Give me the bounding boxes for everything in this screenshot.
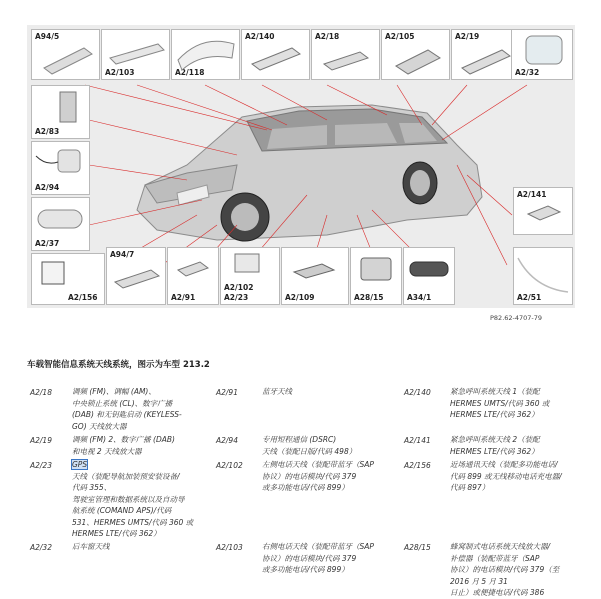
gps-highlight: GPS: [72, 460, 88, 469]
entry-code: A2/23: [30, 461, 52, 470]
part-a2-109: A2/109: [281, 247, 349, 305]
part-a2-105: A2/105: [381, 29, 450, 80]
part-a2-118: A2/118: [171, 29, 240, 80]
part-a2-51: A2/51: [513, 247, 573, 305]
part-a2-140: A2/140: [241, 29, 310, 80]
entry-code: A2/141: [404, 436, 431, 445]
entry-desc: 右侧电话天线（装配带蓝牙（SAP 协议）的电话模块/代码 379 或多功能电话/代码 899）: [262, 542, 374, 574]
part-a2-37: A2/37: [31, 197, 90, 251]
entry-desc: 后车窗天线: [72, 542, 110, 551]
entry-code: A2/18: [30, 388, 52, 397]
entry-desc: 调频 (FM)、调幅 (AM)、 中央锁止系统 (CL)、数字广播 (DAB) 和无钥匙启动 (KEYLESS- GO) 天线放大器: [72, 387, 182, 431]
entry-desc: 紧急呼叫系统天线 2（装配 HERMES LTE/代码 362）: [450, 435, 540, 456]
part-a2-94: A2/94: [31, 141, 90, 195]
entry-desc: 近场通讯天线（装配多功能电话/ 代码 899 或无线移动电话充电器/ 代码 897）: [450, 460, 562, 492]
part-a2-19: A2/19: [451, 29, 520, 80]
part-a94-5: A94/5: [31, 29, 100, 80]
part-a2-103: A2/103: [101, 29, 170, 80]
entry-code: A2/19: [30, 436, 52, 445]
part-a2-102-a2-23: A2/102 A2/23: [220, 247, 280, 305]
section-title: 车载智能信息系统天线系统，图示为车型 213.2: [27, 360, 210, 370]
entry-code: A2/32: [30, 543, 52, 552]
part-a2-18: A2/18: [311, 29, 380, 80]
entry-code: A2/102: [216, 461, 243, 470]
entry-desc: 调频 (FM) 2、数字广播 (DAB) 和电视 2 天线放大器: [72, 435, 175, 456]
part-a2-91: A2/91: [167, 247, 219, 305]
entry-desc: 紧急呼叫系统天线 1（装配 HERMES UMTS/代码 360 或 HERMES LTE/代码 362）: [450, 387, 550, 419]
antenna-system-figure: [27, 25, 575, 308]
entry-code: A28/15: [404, 543, 431, 552]
entry-desc: 蜂窝制式电话系统天线放大器/ 补偿器（装配带蓝牙（SAP 协议）的电话模块/代码 379（至 2016 月 5 月 31 日止）或便捷电话/代码 386: [450, 542, 560, 597]
entry-code: A2/103: [216, 543, 243, 552]
entry-desc: 蓝牙天线: [262, 387, 292, 396]
entry-code: A2/140: [404, 388, 431, 397]
part-a2-83: A2/83: [31, 85, 90, 139]
entry-code: A2/94: [216, 436, 238, 445]
entry-desc: GPS 天线（装配导航加装预安装设备/ 代码 355、 驾驶室管理和数据系统以及自动导 航系统 (COMAND APS)/代码 531、HERMES UMTS/代码 360 或 HERMES LTE/代码 362）: [72, 460, 194, 538]
entry-desc: 左侧电话天线（装配带蓝牙（SAP 协议）的电话模块/代码 379 或多功能电话/代码 899）: [262, 460, 374, 492]
entry-desc: 专用短程通信 (DSRC) 天线（装配日版/代码 498）: [262, 435, 357, 456]
part-a2-141: A2/141: [513, 187, 573, 235]
entry-code: A2/156: [404, 461, 431, 470]
figure-ref-code: P82.62-4707-79: [490, 314, 543, 322]
part-a2-32: A2/32: [511, 29, 573, 80]
entry-code: A2/91: [216, 388, 238, 397]
part-a2-156: A2/156: [31, 253, 105, 305]
part-a34-1: A34/1: [403, 247, 455, 305]
part-a28-15: A28/15: [350, 247, 402, 305]
part-a94-7: A94/7: [106, 247, 166, 305]
